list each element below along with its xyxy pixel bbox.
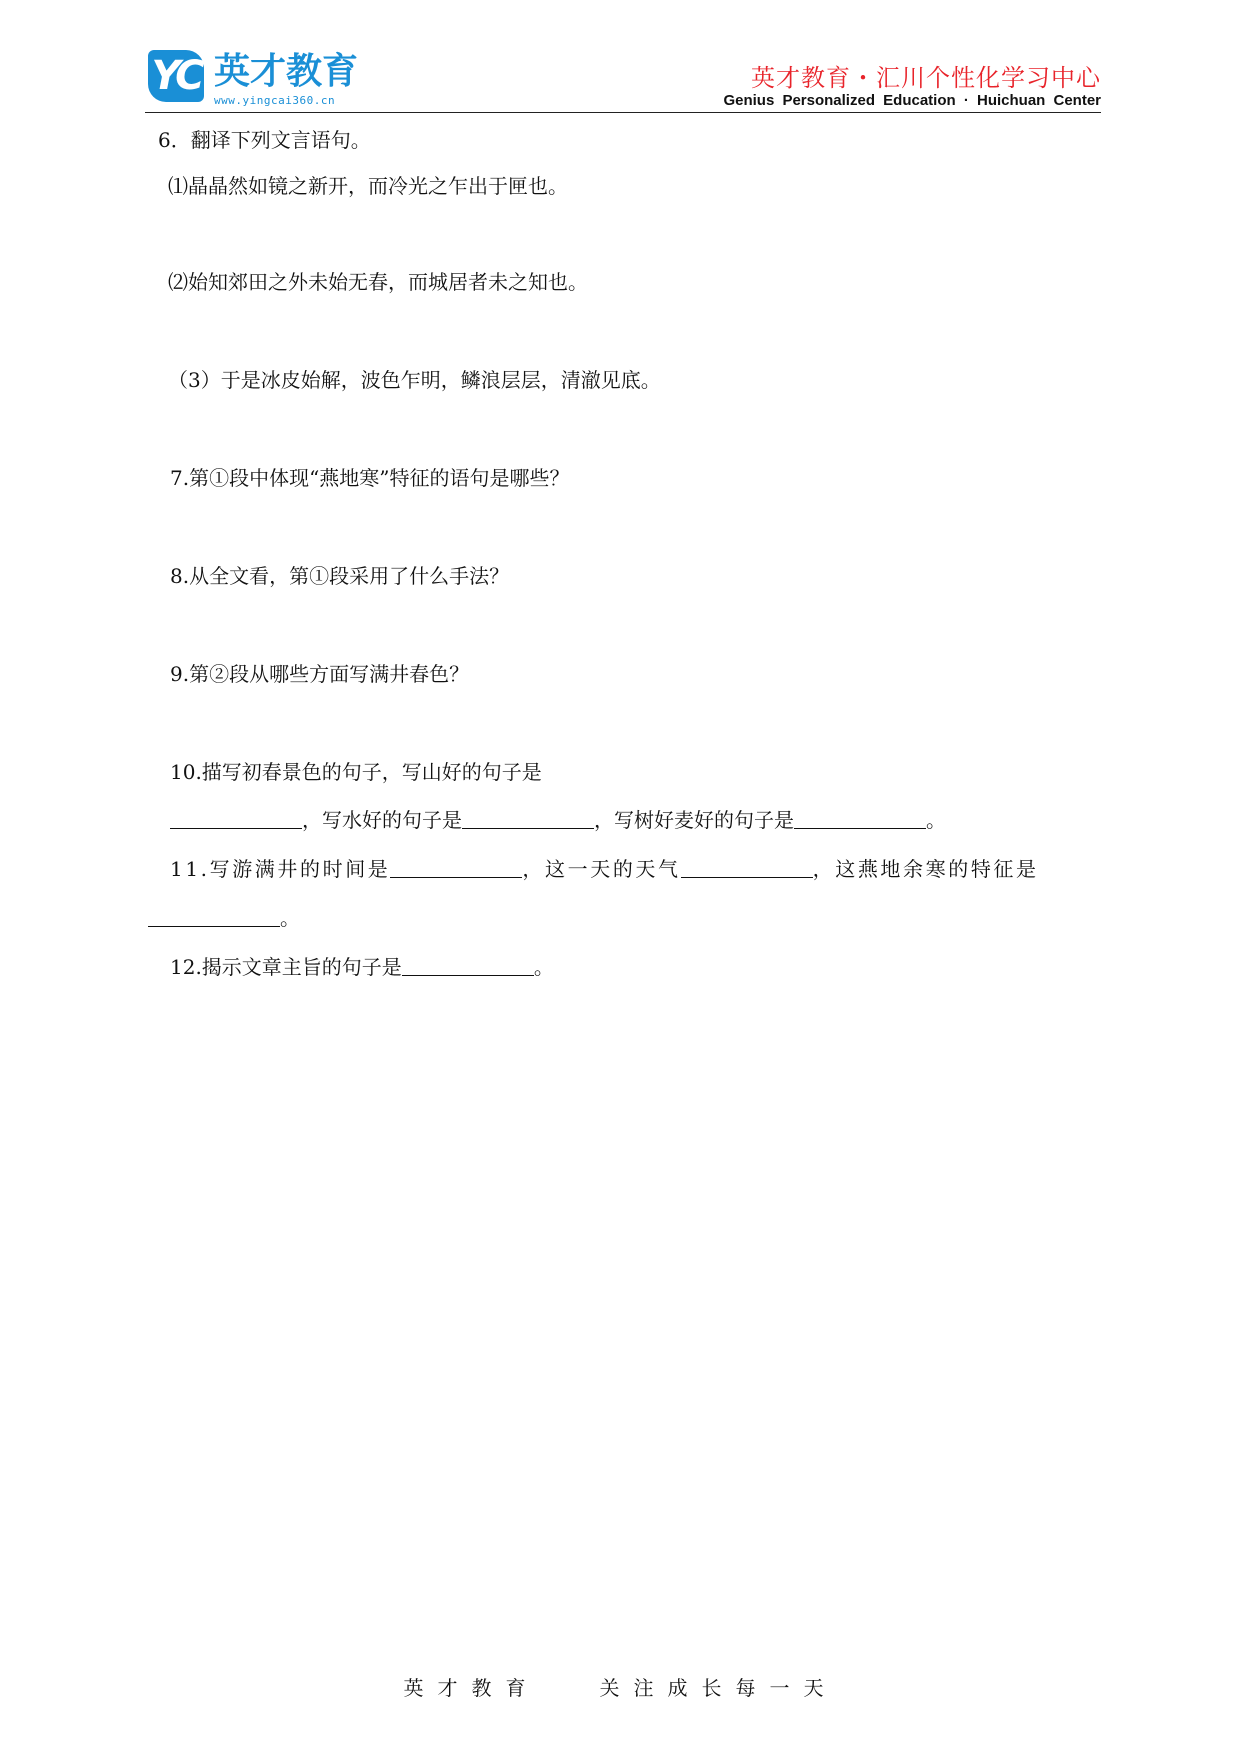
question-11 [170,855,1039,883]
answer-blank[interactable] [170,808,302,829]
question-8: 8.从全文看，第①段采用了什么手法？ [170,564,510,588]
question-6-3: （3）于是冰皮始解，波色乍明，鳞浪层层，清澈见底。 [168,368,661,392]
answer-blank[interactable] [148,906,280,927]
page-footer [0,1672,1241,1701]
question-11-text-1: 11.写游满井的时间是 [170,857,391,881]
question-11-text-2: ，这一天的天气 [522,857,681,881]
question-6-2: ⑵始知郊田之外未始无春，而城居者未之知也。 [168,270,588,294]
question-11-text-4: 。 [280,906,300,930]
answer-blank[interactable] [794,808,926,829]
center-name-en: Genius Personalized Education · Huichuan Center [723,92,1101,109]
logo-url: www.yingcai360.cn [214,94,336,107]
question-10: 10.描写初春景色的句子，写山好的句子是 [170,760,542,784]
answer-blank[interactable] [390,857,522,878]
logo-mark: YC [148,50,204,102]
question-10-text-2: ，写树好麦好的句子是 [594,808,794,832]
question-11-continued [148,904,300,932]
answer-blank[interactable] [681,857,813,878]
question-10-text-3: 。 [926,808,946,832]
question-11-text-3: ，这燕地余寒的特征是 [812,857,1039,881]
question-7: 7.第①段中体现“燕地寒”特征的语句是哪些？ [170,466,570,490]
question-6-1: ⑴晶晶然如镜之新开，而冷光之乍出于匣也。 [168,174,568,198]
question-9: 9.第②段从哪些方面写满井春色？ [170,662,470,686]
question-10-text-1: ，写水好的句子是 [302,808,462,832]
question-6: 6．翻译下列文言语句。 [158,128,371,152]
question-10-blanks [170,806,946,834]
question-12-text-2: 。 [533,955,554,979]
question-12 [170,953,554,981]
header-divider [145,112,1101,113]
center-name-cn: 英才教育・汇川个性化学习中心 [751,64,1101,92]
footer-brand: 英才教育 [403,1676,540,1700]
answer-blank[interactable] [402,955,534,976]
logo-name: 英才教育 [214,51,359,92]
question-12-text-1: 12.揭示文章主旨的句子是 [170,955,402,979]
footer-slogan: 关注成长每一天 [599,1676,838,1700]
logo [148,50,358,106]
answer-blank[interactable] [462,808,594,829]
